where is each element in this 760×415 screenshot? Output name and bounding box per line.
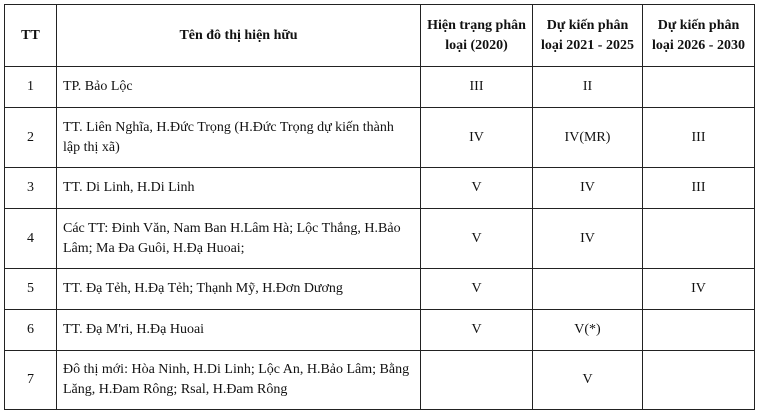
- cell-plan-2021-2025: IV: [533, 209, 643, 269]
- table-row: [5, 67, 755, 108]
- cell-plan-2026-2030: [643, 209, 755, 269]
- cell-plan-2026-2030: [643, 310, 755, 351]
- cell-plan-2021-2025: [533, 269, 643, 310]
- cell-current: V: [421, 168, 533, 209]
- header-name: Tên đô thị hiện hữu: [57, 5, 421, 67]
- cell-plan-2026-2030: III: [643, 168, 755, 209]
- cell-current: V: [421, 269, 533, 310]
- header-row: [5, 5, 755, 67]
- cell-name: Đô thị mới: Hòa Ninh, H.Di Linh; Lộc An, H.Bảo Lâm; Bằng Lăng, H.Đam Rông; Rsal, H.Đam Rông: [57, 351, 421, 410]
- urban-classification-table: [4, 4, 755, 410]
- cell-name: TT. Đạ Tẻh, H.Đạ Tẻh; Thạnh Mỹ, H.Đơn Dương: [57, 269, 421, 310]
- cell-current: V: [421, 209, 533, 269]
- header-plan-2021-2025: Dự kiến phân loại 2021 - 2025: [533, 5, 643, 67]
- cell-name: TT. Di Linh, H.Di Linh: [57, 168, 421, 209]
- cell-name: TT. Liên Nghĩa, H.Đức Trọng (H.Đức Trọng dự kiến thành lập thị xã): [57, 108, 421, 168]
- cell-plan-2026-2030: IV: [643, 269, 755, 310]
- cell-tt: 7: [5, 351, 57, 410]
- cell-current: [421, 351, 533, 410]
- cell-tt: 4: [5, 209, 57, 269]
- table-row: [5, 310, 755, 351]
- table-row: [5, 209, 755, 269]
- cell-plan-2026-2030: III: [643, 108, 755, 168]
- cell-tt: 6: [5, 310, 57, 351]
- cell-current: III: [421, 67, 533, 108]
- cell-plan-2021-2025: V(*): [533, 310, 643, 351]
- table-row: [5, 168, 755, 209]
- header-plan-2026-2030: Dự kiến phân loại 2026 - 2030: [643, 5, 755, 67]
- cell-tt: 3: [5, 168, 57, 209]
- cell-plan-2021-2025: II: [533, 67, 643, 108]
- cell-plan-2026-2030: [643, 351, 755, 410]
- cell-name: Các TT: Đinh Văn, Nam Ban H.Lâm Hà; Lộc Thắng, H.Bảo Lâm; Ma Đa Guôi, H.Đạ Huoai;: [57, 209, 421, 269]
- cell-plan-2021-2025: IV: [533, 168, 643, 209]
- cell-plan-2021-2025: IV(MR): [533, 108, 643, 168]
- cell-name: TP. Bảo Lộc: [57, 67, 421, 108]
- cell-tt: 5: [5, 269, 57, 310]
- cell-tt: 2: [5, 108, 57, 168]
- cell-tt: 1: [5, 67, 57, 108]
- cell-name: TT. Đạ M'ri, H.Đạ Huoai: [57, 310, 421, 351]
- cell-current: V: [421, 310, 533, 351]
- table-row: [5, 351, 755, 410]
- table-row: [5, 269, 755, 310]
- header-tt: TT: [5, 5, 57, 67]
- cell-plan-2021-2025: V: [533, 351, 643, 410]
- cell-current: IV: [421, 108, 533, 168]
- table-row: [5, 108, 755, 168]
- cell-plan-2026-2030: [643, 67, 755, 108]
- header-current: Hiện trạng phân loại (2020): [421, 5, 533, 67]
